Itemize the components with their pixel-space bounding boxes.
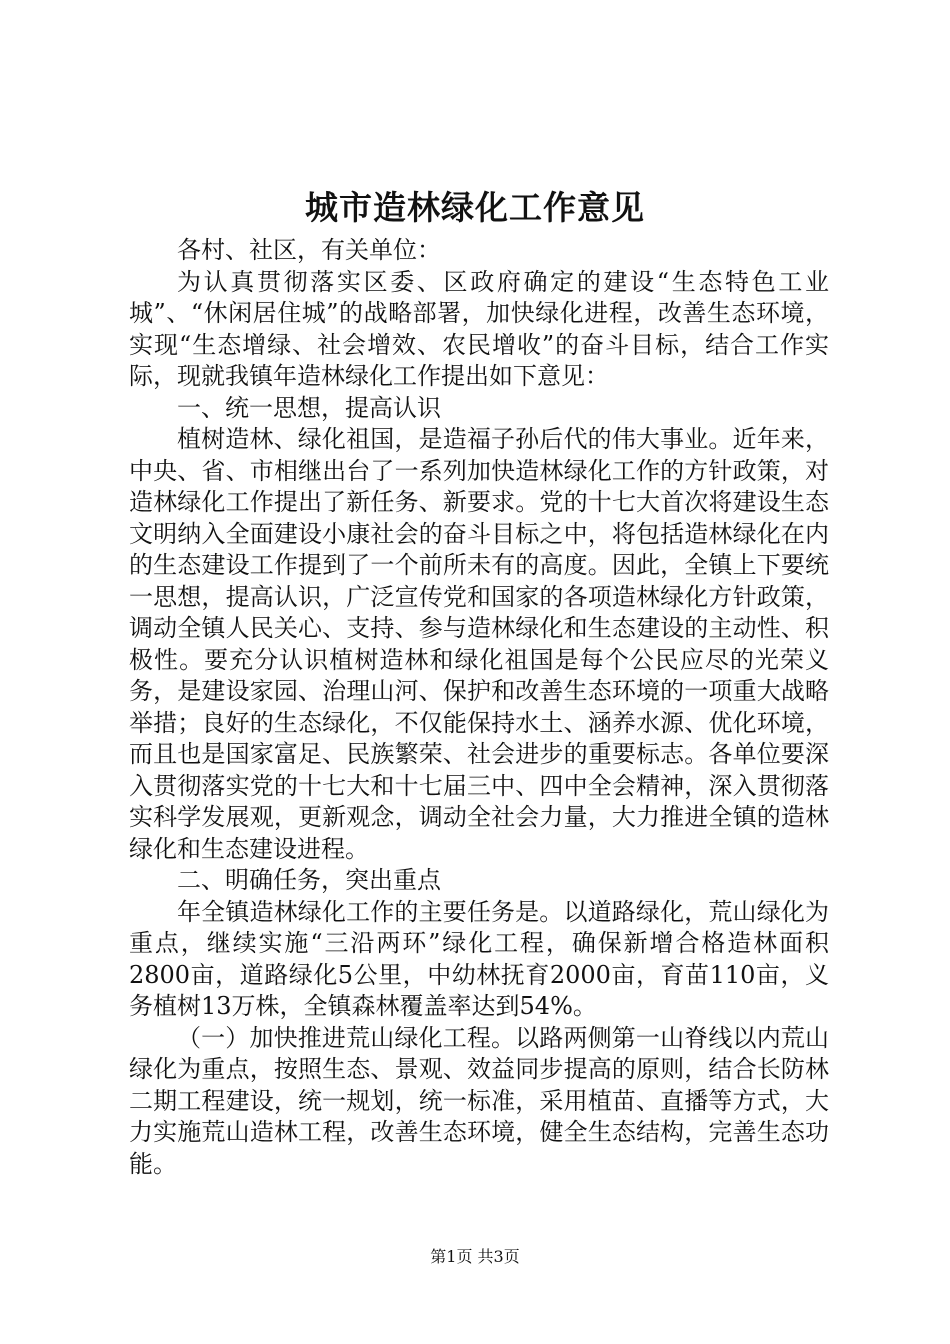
document-title: 城市造林绿化工作意见 xyxy=(305,188,645,227)
section-heading-1: 一、统一思想，提高认识 xyxy=(177,393,441,422)
section-heading-2: 二、明确任务，突出重点 xyxy=(177,866,441,894)
salutation-paragraph: 各村、社区，有关单位： xyxy=(177,236,441,264)
section-2-paragraph: 年全镇造林绿化工作的主要任务是。以道路绿化，荒山绿化为重点，继续实施“三沿两环”绿化工程，确保新增合格造林面积2800亩，道路绿化5公里，中幼林抚育2000亩，育苗110亩，义务植树13万株，全镇森林覆盖率达到54%。 xyxy=(129,897,829,1020)
document-body xyxy=(129,235,829,1180)
intro-paragraph: 为认真贯彻落实区委、区政府确定的建设“生态特色工业城”、“休闲居住城”的战略部署，加快绿化进程，改善生态环境，实现“生态增绿、社会增效、农民增收”的奋斗目标，结合工作实际，现就我镇年造林绿化工作提出如下意见： xyxy=(129,267,829,390)
page-number-footer: 第1页 共3页 xyxy=(430,1247,520,1266)
section-1-paragraph: 植树造林、绿化祖国，是造福子孙后代的伟大事业。近年来，中央、省、市相继出台了一系列加快造林绿化工作的方针政策，对造林绿化工作提出了新任务、新要求。党的十七大首次将建设生态文明纳入全面建设小康社会的奋斗目标之中，将包括造林绿化在内的生态建设工作提到了一个前所未有的高度。因此，全镇上下要统一思想，提高认识，广泛宣传党和国家的各项造林绿化方针政策，调动全镇人民关心、支持、参与造林绿化和生态建设的主动性、积极性。要充分认识植树造林和绿化祖国是每个公民应尽的光荣义务，是建设家园、治理山河、保护和改善生态环境的一项重大战略举措；良好的生态绿化，不仅能保持水土、涵养水源、优化环境，而且也是国家富足、民族繁荣、社会进步的重要标志。各单位要深入贯彻落实党的十七大和十七届三中、四中全会精神，深入贯彻落实科学发展观，更新观念，调动全社会力量，大力推进全镇的造林绿化和生态建设进程。 xyxy=(129,425,829,863)
subsection-1-paragraph: （一）加快推进荒山绿化工程。以路两侧第一山脊线以内荒山绿化为重点，按照生态、景观、效益同步提高的原则，结合长防林二期工程建设，统一规划，统一标准，采用植苗、直播等方式，大力实施荒山造林工程，改善生态环境，健全生态结构，完善生态功能。 xyxy=(129,1023,829,1178)
